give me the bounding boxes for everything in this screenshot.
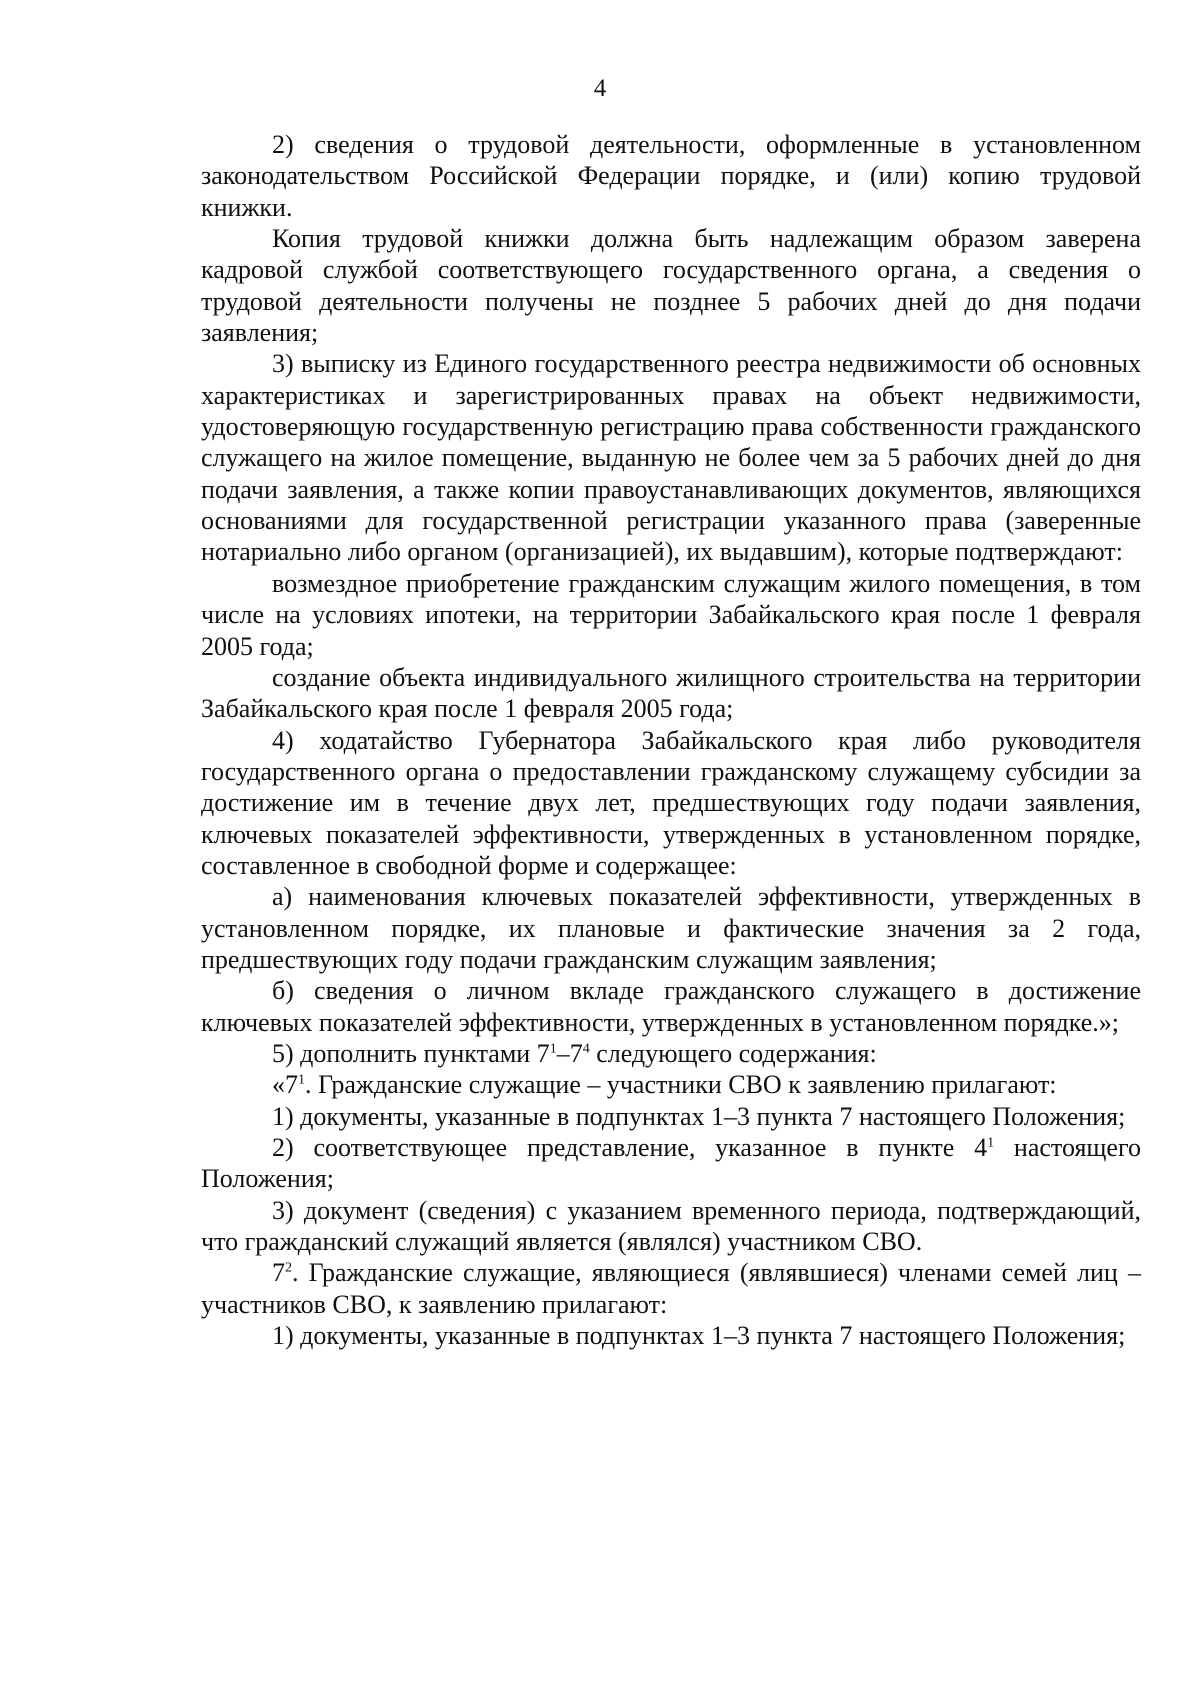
paragraph-item-4: 4) ходатайство Губернатора Забайкальского края либо руководителя государственного органа о предоставлении гражданскому служащему субсидии за достижение им в течение двух лет, предшествующих году подачи заявления, ключевых показателей эффективности, утвержденных в установленном порядке, составленное в свободной форме и содержащее: <box>201 725 1141 880</box>
text-segment: «7 <box>272 1070 298 1100</box>
document-body <box>201 129 1141 1351</box>
text-segment: –7 <box>556 1038 583 1068</box>
paragraph-7-2 <box>201 1257 1141 1320</box>
paragraph-7-1-item-2 <box>201 1132 1141 1195</box>
text-segment: 5) дополнить пунктами 7 <box>272 1038 550 1068</box>
paragraph-construction: создание объекта индивидуального жилищного строительства на территории Забайкальского края после 1 февраля 2005 года; <box>201 662 1141 724</box>
paragraph-item-2: 2) сведения о трудовой деятельности, оформленные в установленном законодательством Российской Федерации порядке, и (или) копию трудовой книжки. <box>201 130 1141 222</box>
paragraph-sub-a: а) наименования ключевых показателей эффективности, утвержденных в установленном порядке, их плановые и фактические значения за 2 года, предшествующих году подачи гражданским служащим заявления; <box>201 882 1141 974</box>
paragraph-7-1-item-3: 3) документ (сведения) с указанием временного периода, подтверждающий, что гражданский служащий является (являлся) участником СВО. <box>201 1195 1141 1257</box>
paragraph-item-5 <box>201 1038 1141 1069</box>
superscript: 4 <box>582 1041 590 1057</box>
text-segment: следующего содержания: <box>589 1038 877 1068</box>
paragraph-7-2-item-1: 1) документы, указанные в подпунктах 1–3 пункта 7 настоящего Положения; <box>272 1321 1126 1351</box>
superscript: 1 <box>298 1072 305 1088</box>
text-segment: . Гражданские служащие – участники СВО к заявлению прилагают: <box>305 1070 1057 1100</box>
paragraph-copy-note: Копия трудовой книжки должна быть надлежащим образом заверена кадровой службой соответствующего государственного органа, а сведения о трудовой деятельности получены не позднее 5 рабочих дней до дня подачи заявления; <box>201 224 1141 348</box>
paragraph-acquisition: возмездное приобретение гражданским служащим жилого помещения, в том числе на условиях ипотеки, на территории Забайкальского края после 1 февраля 2005 года; <box>201 568 1141 661</box>
superscript: 1 <box>549 1041 557 1057</box>
superscript: 1 <box>987 1135 995 1151</box>
paragraph-7-1 <box>201 1069 1141 1100</box>
text-segment: 7 <box>272 1258 285 1288</box>
text-segment: . Гражданские служащие, являющиеся (являвшиеся) членами семей лиц – участников СВО, к заявлению прилагают: <box>201 1258 1141 1319</box>
superscript: 2 <box>285 1260 292 1276</box>
paragraph-sub-b: б) сведения о личном вкладе гражданского служащего в достижение ключевых показателей эффективности, утвержденных в установленном порядке.»; <box>201 976 1141 1037</box>
page-number: 4 <box>593 75 607 102</box>
paragraph-7-1-item-1: 1) документы, указанные в подпунктах 1–3 пункта 7 настоящего Положения; <box>272 1101 1126 1131</box>
text-segment: настоящего Положения; <box>201 1133 1141 1194</box>
paragraph-item-3: 3) выписку из Единого государственного реестра недвижимости об основных характеристиках и зарегистрированных правах на объект недвижимости, удостоверяющую государственную регистрацию права собственности гражданского служащего на жилое помещение, выданную не более чем за 5 рабочих дней до дня подачи заявления, а также копии правоустанавливающих документов, являющихся основаниями для государственной регистрации указанного права (заверенные нотариально либо органом (организацией), их выдавшим), которые подтверждают: <box>201 349 1141 567</box>
text-segment: 2) соответствующее представление, указанное в пункте 4 <box>272 1133 988 1162</box>
